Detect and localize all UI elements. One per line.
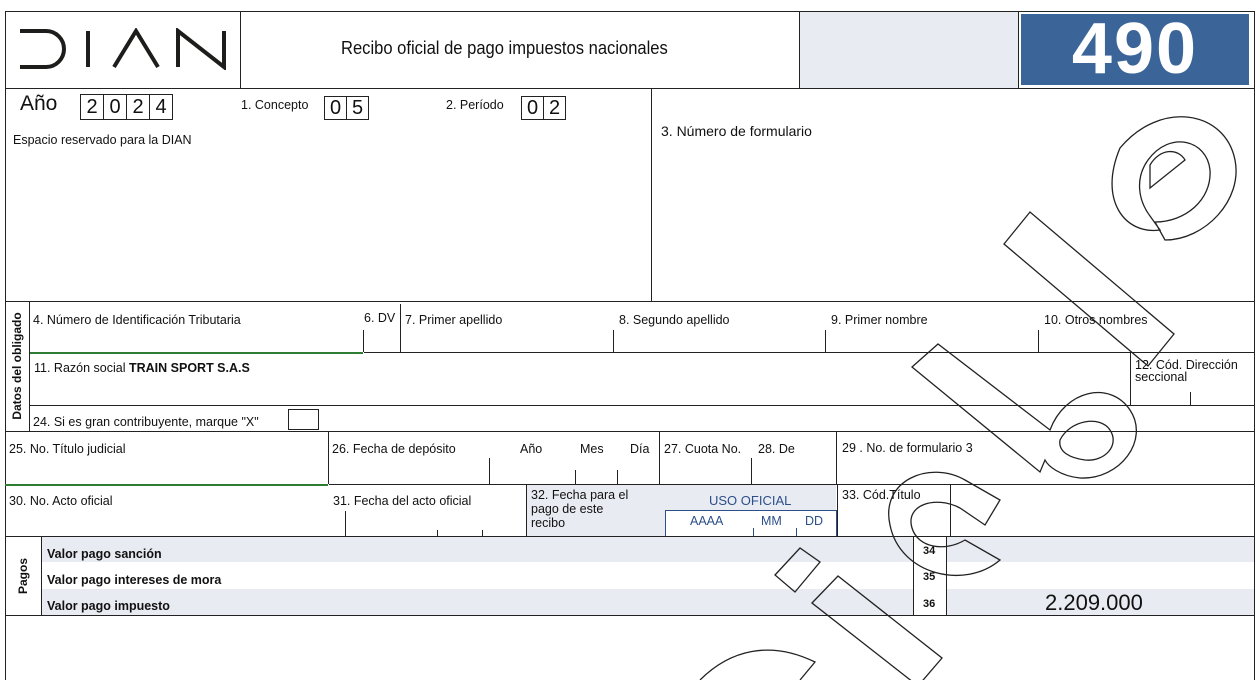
razon-social-label: 11. Razón social [34, 361, 126, 375]
no-formulario-label: 29 . No. de formulario [842, 441, 963, 455]
no-formulario-value: 3 [965, 441, 973, 455]
titulo-judicial-input-line[interactable] [5, 484, 328, 486]
periodo-label: 2. Período [446, 98, 504, 112]
pago-value-field[interactable] [950, 564, 1250, 588]
pago-value-field[interactable] [950, 538, 1250, 562]
pago-label: Valor pago impuesto [47, 599, 170, 613]
dd-label: DD [805, 514, 824, 528]
divider [526, 484, 527, 536]
right-border [1254, 89, 1255, 680]
acto-oficial-label: 30. No. Acto oficial [9, 494, 113, 508]
divider [5, 431, 1255, 432]
page-title: Recibo oficial de pago impuestos nacionales [341, 38, 668, 58]
aaaa-label: AAAA [690, 514, 724, 528]
pago-row-number: 35 [923, 571, 936, 583]
divider [489, 458, 490, 484]
pago-row-number: 36 [923, 598, 936, 610]
fecha-acto-label: 31. Fecha del acto oficial [333, 494, 472, 508]
divider [364, 352, 1254, 353]
divider [240, 11, 241, 89]
cod-direccion-label: 12. Cód. Dirección seccional [1135, 358, 1238, 384]
periodo-digit: 0 [522, 97, 544, 119]
divider [1190, 392, 1191, 405]
pago-impuesto-value: 2.209.000 [1045, 590, 1143, 615]
primer-apellido-label: 7. Primer apellido [405, 313, 503, 327]
year-label: Año [20, 92, 58, 115]
divider [946, 536, 947, 616]
divider [837, 484, 838, 536]
divider [345, 511, 346, 536]
mes-label: Mes [580, 442, 604, 456]
periodo-field[interactable] [521, 96, 566, 120]
concepto-field[interactable] [324, 96, 369, 120]
year-digit: 2 [127, 95, 150, 119]
fecha-deposito-label: 26. Fecha de depósito [332, 442, 456, 456]
obligado-side-label: Datos del obligado [10, 312, 24, 420]
divider [1038, 330, 1039, 352]
divider [41, 536, 42, 616]
divider [617, 470, 618, 484]
header-shaded-box [800, 12, 1018, 88]
de-label: 28. De [758, 442, 795, 456]
concepto-digit: 5 [351, 97, 364, 119]
mm-label: MM [761, 514, 782, 528]
divider [1130, 352, 1131, 405]
no-formulario-row [842, 441, 973, 455]
uso-oficial-label: USO OFICIAL [709, 493, 792, 508]
concepto-label: 1. Concepto [241, 98, 309, 112]
gran-contribuyente-label: 24. Si es gran contribuyente, marque "X" [33, 415, 259, 429]
divider [575, 470, 576, 484]
year-field[interactable] [80, 94, 173, 120]
year-digit: 0 [104, 95, 127, 119]
divider [751, 458, 752, 484]
dv-label: 6. DV [364, 311, 396, 325]
divider [328, 431, 329, 484]
dia-label: Día [630, 442, 650, 456]
otros-nombres-label: 10. Otros nombres [1044, 313, 1148, 327]
dian-logo [18, 28, 230, 70]
razon-social-row [34, 361, 250, 375]
form-number-label: 3. Número de formulario [661, 123, 812, 139]
cuota-label: 27. Cuota No. [664, 442, 742, 456]
divider [613, 330, 614, 352]
concepto-digit: 0 [325, 97, 347, 119]
gran-contribuyente-checkbox[interactable] [288, 409, 319, 430]
divider [651, 89, 652, 301]
divider [363, 330, 364, 352]
form-number: 490 [1071, 9, 1199, 89]
periodo-digit: 2 [548, 97, 561, 119]
primer-nombre-label: 9. Primer nombre [831, 313, 928, 327]
fecha-pago-label: 32. Fecha para el pago de este recibo [531, 488, 629, 530]
form-number-badge [1021, 9, 1249, 89]
divider [400, 304, 401, 352]
divider [5, 301, 1255, 302]
cod-titulo-label: 33. Cód.Título [842, 488, 921, 502]
anio-label: Año [520, 442, 543, 456]
divider [836, 431, 837, 484]
nit-input-line[interactable] [30, 352, 363, 354]
divider [5, 615, 1255, 616]
nit-label: 4. Número de Identificación Tributaria [33, 313, 241, 327]
segundo-apellido-label: 8. Segundo apellido [619, 313, 730, 327]
divider [950, 484, 951, 536]
titulo-judicial-label: 25. No. Título judicial [9, 442, 126, 456]
divider [29, 301, 30, 431]
year-digit: 2 [81, 95, 104, 119]
razon-social-value: TRAIN SPORT S.A.S [128, 361, 250, 375]
pago-label: Valor pago sanción [47, 547, 162, 561]
reserved-space-label: Espacio reservado para la DIAN [13, 133, 192, 147]
divider [825, 330, 826, 352]
divider [659, 431, 660, 484]
year-digit: 4 [155, 96, 167, 118]
pago-row-number: 34 [923, 545, 936, 557]
pago-label: Valor pago intereses de mora [47, 573, 222, 587]
divider [30, 405, 1255, 406]
divider [1018, 11, 1019, 89]
pagos-side-label: Pagos [16, 557, 30, 595]
